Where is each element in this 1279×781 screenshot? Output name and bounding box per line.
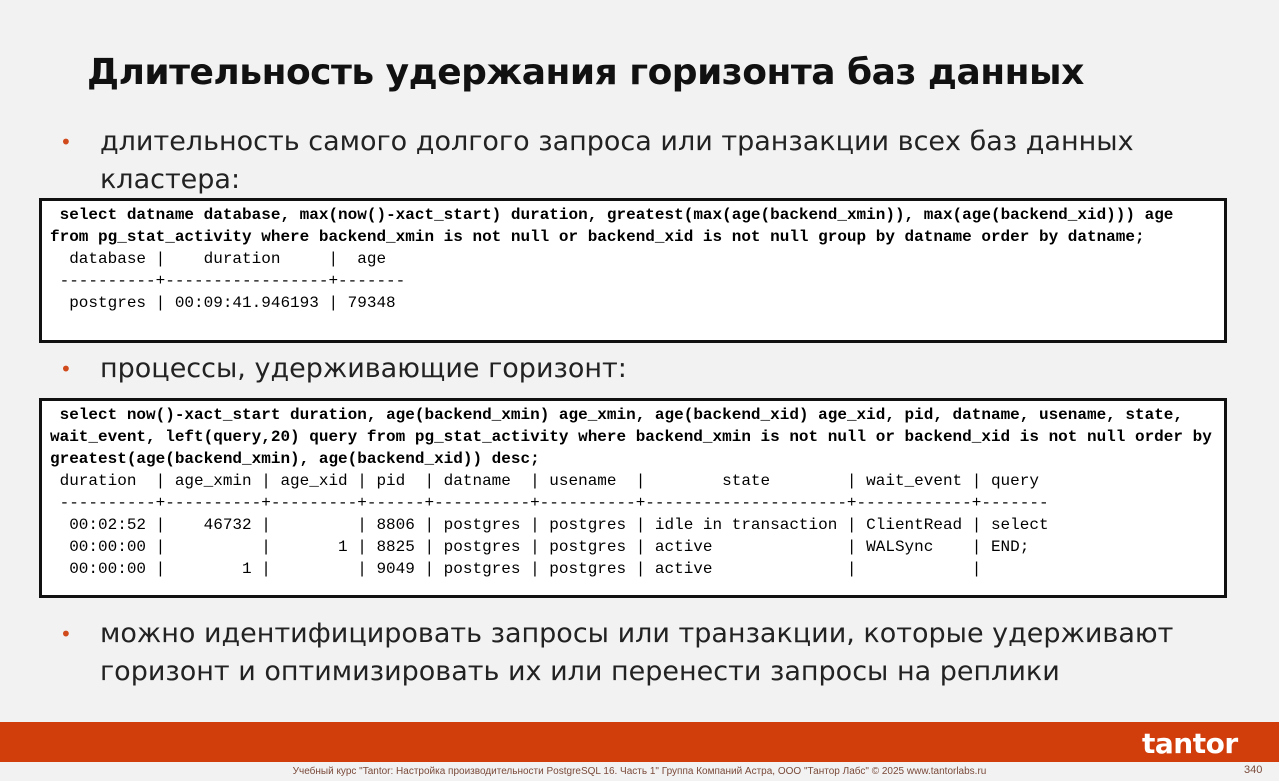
tantor-logo: tantor [1142, 727, 1238, 760]
bullet-text: процессы, удерживающие горизонт: [100, 353, 627, 384]
bullet-marker: • [60, 130, 72, 154]
bullet-item-1 [60, 123, 1230, 199]
bullet-marker: • [60, 622, 72, 646]
code-output-line: duration | age_xmin | age_xid | pid | datname | usename | state | wait_event | query [50, 472, 1039, 490]
code-sql: select now()-xact_start duration, age(backend_xmin) age_xmin, age(backend_xid) age_xid, pid, datname, usename, state, wait_event, left(query,20) query from pg_stat_activity where backend_xmin is not null or backend_xid is not null order by greatest(age(backend_xmin), age(backend_xid)) desc; [50, 406, 1222, 468]
footer-bar [0, 722, 1279, 762]
bullet-item-3 [60, 615, 1220, 691]
code-block-1 [39, 198, 1227, 343]
page-number: 340 [1244, 764, 1263, 776]
code-output-line: postgres | 00:09:41.946193 | 79348 [50, 294, 396, 312]
code-block-2 [39, 398, 1227, 598]
code-output-line: ----------+----------+---------+------+----------+----------+---------------------+------------+------- [50, 494, 1049, 512]
bullet-marker: • [60, 357, 72, 381]
code-output-line: 00:02:52 | 46732 | | 8806 | postgres | postgres | idle in transaction | ClientRead | select [50, 516, 1049, 534]
bullet-text: длительность самого долгого запроса или транзакции всех баз данных кластера: [100, 126, 1134, 195]
bullet-item-2 [60, 350, 1230, 388]
slide-title: Длительность удержания горизонта баз данных [87, 52, 1084, 93]
bullet-text: можно идентифицировать запросы или транзакции, которые удерживают горизонт и оптимизировать их или перенести запросы на реплики [100, 618, 1174, 687]
footer-text: Учебный курс "Tantor: Настройка производительности PostgreSQL 16. Часть 1" Группа Компаний Астра, ООО "Тантор Лабс" © 2025 www.tantorlabs.ru [292, 766, 987, 777]
code-output-line: ----------+-----------------+------- [50, 272, 406, 290]
code-output-line: database | duration | age [50, 250, 387, 268]
code-sql: select datname database, max(now()-xact_start) duration, greatest(max(age(backend_xmin)), max(age(backend_xid))) age from pg_stat_activity where backend_xmin is not null or backend_xid is not null group by datname order by datname; [50, 206, 1183, 246]
code-output-line: 00:00:00 | | 1 | 8825 | postgres | postgres | active | WALSync | END; [50, 538, 1030, 556]
code-output-line: 00:00:00 | 1 | | 9049 | postgres | postgres | active | | [50, 560, 982, 578]
